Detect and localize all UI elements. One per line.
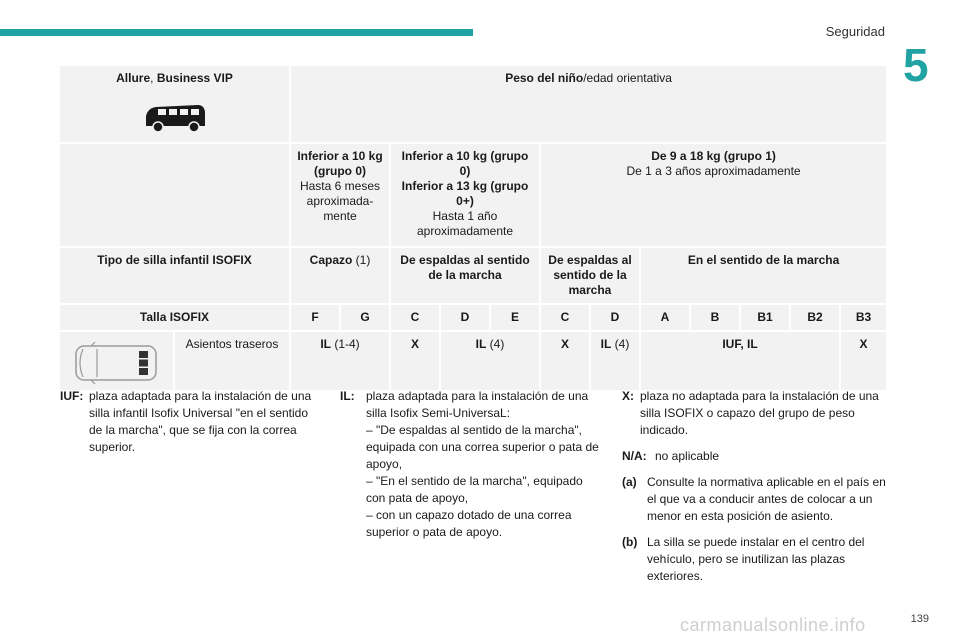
- chapter-number: 5: [903, 39, 929, 91]
- note-text: Consulte la normativa aplicable en el país en el que va a conducir antes de colocar a un menor en esta posición de asiento.: [647, 475, 886, 523]
- seat-type-rear-facing-1: [390, 247, 540, 304]
- seat-cell-bold: IL: [320, 337, 331, 351]
- size-cell: A: [640, 304, 690, 331]
- note-text: no aplicable: [655, 449, 720, 463]
- size-cell: F: [290, 304, 340, 331]
- forward-facing-text: En el sentido de la marcha: [687, 253, 840, 267]
- seat-type-row: [59, 247, 887, 304]
- notes-column-2: [340, 388, 602, 541]
- size-cell: E: [490, 304, 540, 331]
- weight-group-1-cell: [540, 143, 887, 247]
- size-cell: B2: [790, 304, 840, 331]
- seat-cell: [540, 331, 590, 391]
- weight-row: [59, 143, 887, 247]
- note-line: – con un capazo dotado de una correa superior o pata de apoyo.: [366, 508, 572, 539]
- note-line: plaza adaptada para la instalación de una silla Isofix Semi-UniversaL:: [366, 389, 589, 420]
- seat-cell-bold: X: [859, 337, 868, 351]
- header-accent-bar: [0, 29, 473, 36]
- weight-group-0plus-cell: [390, 143, 540, 247]
- seat-cell: [440, 331, 540, 391]
- model-separator: ,: [150, 71, 157, 85]
- weight-group-0-cell: [290, 143, 390, 247]
- weight-group-1-text: De 1 a 3 años aproximadamente: [626, 164, 801, 178]
- size-cell: C: [540, 304, 590, 331]
- vehicle-top-view-icon: [73, 341, 161, 385]
- weight-group-0-text: Hasta 6 meses aproximada-mente: [299, 179, 381, 223]
- note-key: (a): [622, 475, 637, 489]
- seat-type-label: [59, 247, 290, 304]
- weight-header-bold: Peso del niño: [505, 71, 584, 85]
- isofix-table: [58, 64, 888, 392]
- section-title: Seguridad: [825, 24, 885, 39]
- rear-seats-label: Asientos traseros: [174, 331, 290, 391]
- seat-type-rear-facing-2: [540, 247, 640, 304]
- model-name-2: Business VIP: [156, 71, 233, 85]
- van-icon: [142, 100, 208, 136]
- seat-cell: [640, 331, 840, 391]
- size-cell: B: [690, 304, 740, 331]
- isofix-size-label: Talla ISOFIX: [59, 304, 290, 331]
- note-line: – "De espaldas al sentido de la marcha", equipada con una correa superior o pata de apoyo,: [366, 423, 599, 471]
- seat-cell: [590, 331, 640, 391]
- note-x: [622, 388, 892, 439]
- seat-cell-rest: (1-4): [331, 337, 360, 351]
- note-text: [366, 388, 602, 541]
- note-key: IUF:: [60, 389, 84, 403]
- weight-group-0plus-title: Inferior a 13 kg (grupo 0+): [401, 179, 529, 208]
- seat-cell: [840, 331, 887, 391]
- size-cell: G: [340, 304, 390, 331]
- seat-type-forward-facing: [640, 247, 887, 304]
- note-key: X:: [622, 389, 634, 403]
- seat-type-carrycot: [290, 247, 390, 304]
- seat-cell-bold: IL: [475, 337, 487, 351]
- rear-facing-2-text: De espaldas al sentido de la marcha: [548, 253, 632, 297]
- notes-column-3: [622, 388, 892, 594]
- seat-cell-bold: X: [410, 337, 419, 351]
- seat-cell-bold: X: [560, 337, 569, 351]
- note-key: (b): [622, 535, 638, 549]
- note-key: IL:: [340, 389, 355, 403]
- note-na: [622, 448, 892, 465]
- table-header-row: [59, 65, 887, 143]
- note-il: [340, 388, 602, 541]
- size-cell: B3: [840, 304, 887, 331]
- seat-cell-bold: IUF, IL: [722, 337, 758, 351]
- weight-group-1-title: De 9 a 18 kg (grupo 1): [651, 149, 776, 163]
- note-text: plaza adaptada para la instalación de una silla infantil Isofix Universal "en el sentido de la marcha", que se fija con la correa superior.: [89, 389, 312, 454]
- note-text: La silla se puede instalar en el centro del vehículo, pero se inutilizan las plazas exteriores.: [647, 535, 865, 583]
- model-name: Allure: [116, 71, 151, 85]
- seat-layout-cell: [59, 331, 174, 391]
- page-number: 139: [910, 613, 929, 625]
- seat-cell-bold: IL: [600, 337, 612, 351]
- weight-group-0-title: Inferior a 10 kg (grupo 0): [297, 149, 383, 178]
- note-text: plaza no adaptada para la instalación de una silla ISOFIX o capazo del grupo de peso indicado.: [640, 389, 879, 437]
- carrycot-bold: Capazo: [309, 253, 353, 267]
- rear-seats-row: [59, 331, 887, 391]
- note-b: [622, 534, 892, 585]
- carrycot-rest: (1): [352, 253, 371, 267]
- rear-facing-1-text: De espaldas al sentido de la marcha: [400, 253, 530, 282]
- weight-header-cell: [290, 65, 887, 143]
- seat-type-label-text: Tipo de silla infantil ISOFIX: [97, 253, 252, 267]
- note-line: – "En el sentido de la marcha", equipado con pata de apoyo,: [366, 474, 583, 505]
- seat-cell-rest: (4): [486, 337, 505, 351]
- isofix-size-row: [59, 304, 887, 331]
- note-key: N/A:: [622, 449, 647, 463]
- notes-column-1: [60, 388, 315, 456]
- empty-cell: [59, 143, 290, 247]
- model-cell: [59, 65, 290, 143]
- note-a: [622, 474, 892, 525]
- seat-cell: [390, 331, 440, 391]
- size-cell: D: [590, 304, 640, 331]
- seat-cell: [290, 331, 390, 391]
- seat-cell-rest: (4): [611, 337, 630, 351]
- weight-group-0-b-title: Inferior a 10 kg (grupo 0): [401, 149, 529, 178]
- note-iuf: [60, 388, 315, 456]
- weight-header-rest: /edad orientativa: [583, 71, 672, 85]
- size-cell: B1: [740, 304, 790, 331]
- size-cell: C: [390, 304, 440, 331]
- weight-group-0plus-text: Hasta 1 año aproximadamente: [416, 209, 514, 238]
- size-cell: D: [440, 304, 490, 331]
- watermark: carmanualsonline.info: [680, 615, 866, 635]
